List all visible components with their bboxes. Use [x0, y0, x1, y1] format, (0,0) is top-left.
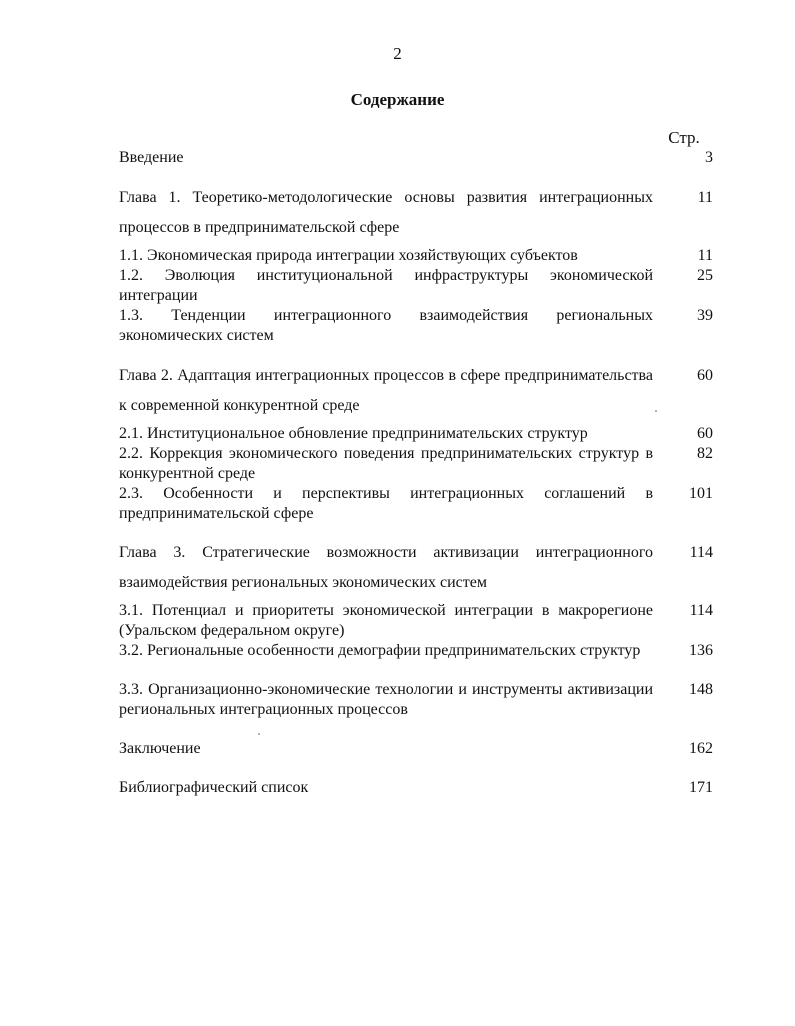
toc-entry-text: 2.3. Особенности и перспективы интеграционных соглашений в предпринимательской сфере — [119, 485, 653, 522]
toc-title: Содержание — [350, 90, 445, 109]
toc-entry-section-1-2 — [119, 266, 713, 306]
page-column-header: Стр. — [668, 128, 700, 147]
page-number: 2 — [393, 44, 402, 63]
toc-entry-page: 136 — [689, 642, 713, 659]
toc-entry-bibliography — [119, 778, 713, 798]
toc-entry-text: 1.3. Тенденции интеграционного взаимодействия региональных экономических систем — [119, 307, 653, 344]
toc-entry-section-3-2 — [119, 641, 713, 661]
toc-entry-page: 162 — [689, 740, 713, 757]
toc-entry-section-1-1 — [119, 246, 713, 266]
toc-entry-text: Библиографический список — [119, 779, 309, 796]
toc-entry-page: 60 — [697, 425, 713, 442]
toc-entry-section-1-3 — [119, 306, 713, 346]
toc-entry-page: 101 — [689, 485, 713, 502]
toc-entry-section-3-3 — [119, 680, 713, 720]
toc-entry-text: Глава 1. Теоретико-методологические основы развития интеграционных процессов в предпринимательской сфере — [119, 189, 653, 236]
toc-entry-conclusion — [119, 739, 713, 759]
toc-entry-page: 148 — [689, 681, 713, 698]
toc-entry-text: 2.1. Институциональное обновление предпринимательских структур — [119, 425, 588, 442]
toc-entry-text: 1.2. Эволюция институциональной инфраструктуры экономической интеграции — [119, 267, 653, 304]
toc-entry-chapter-3 — [119, 538, 713, 598]
toc-entry-page: 114 — [689, 602, 713, 619]
toc-entry-page: 25 — [697, 267, 713, 284]
toc-entry-page: 82 — [697, 445, 713, 462]
scan-speck — [258, 733, 260, 735]
toc-entry-page: 11 — [697, 189, 713, 206]
toc-entry-page: 171 — [689, 779, 713, 796]
toc-entry-page: 3 — [705, 149, 713, 166]
toc-entry-section-2-3 — [119, 484, 713, 524]
toc-entry-introduction — [119, 148, 713, 168]
toc-entry-section-2-1 — [119, 424, 713, 444]
toc-entry-text: Введение — [119, 149, 184, 166]
toc-entry-page: 39 — [697, 307, 713, 324]
toc-entry-text: Глава 2. Адаптация интеграционных процессов в сфере предпринимательства к современной конкурентной среде — [119, 367, 653, 414]
toc-entry-page: 114 — [689, 544, 713, 561]
toc-entry-text: 2.2. Коррекция экономического поведения предпринимательских структур в конкурентной среде — [119, 445, 653, 482]
toc-entry-text: 3.3. Организационно-экономические технологии и инструменты активизации региональных интеграционных процессов — [119, 681, 653, 718]
scan-speck — [655, 410, 657, 412]
toc-entry-section-2-2 — [119, 444, 713, 484]
toc-entry-section-3-1 — [119, 601, 713, 641]
toc-entry-page: 60 — [697, 367, 713, 384]
toc-entry-chapter-2 — [119, 361, 713, 421]
toc-entry-text: 3.1. Потенциал и приоритеты экономической интеграции в макрорегионе (Уральском федеральном округе) — [119, 602, 653, 639]
toc-entry-page: 11 — [697, 247, 713, 264]
toc-entry-text: 3.2. Региональные особенности демографии предпринимательских структур — [119, 642, 641, 659]
toc-entry-text: 1.1. Экономическая природа интеграции хозяйствующих субъектов — [119, 247, 578, 264]
toc-entry-chapter-1 — [119, 183, 713, 243]
toc-entry-text: Заключение — [119, 740, 201, 757]
toc-entry-text: Глава 3. Стратегические возможности активизации интеграционного взаимодействия региональных экономических систем — [119, 544, 653, 591]
